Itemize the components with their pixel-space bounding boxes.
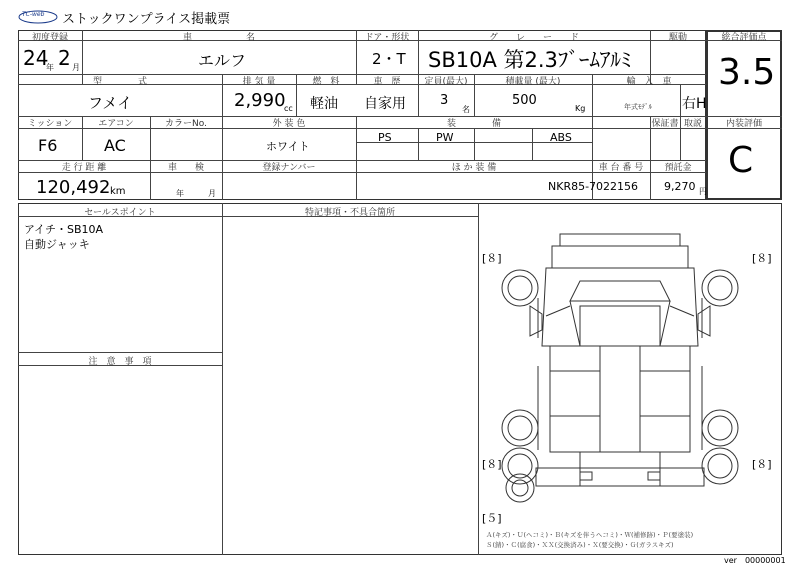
logo	[18, 9, 58, 23]
label-total-score: 総合評価点	[721, 33, 767, 43]
tire-label-bl: [８]	[482, 458, 502, 471]
first-reg-month: 2	[58, 46, 71, 70]
interior-score: C	[728, 140, 754, 181]
inspection-month-unit: 月	[208, 189, 216, 198]
first-reg-year: 24	[23, 46, 49, 70]
label-recycle: 預託金	[664, 163, 692, 173]
door-type: 2・T	[372, 50, 406, 68]
truck-outline-icon	[480, 206, 780, 552]
label-mileage: 走 行 距 離	[61, 163, 107, 173]
tire-label-tr: [８]	[752, 252, 772, 265]
label-capacity: 定員(最大)	[424, 77, 468, 87]
load-unit: Kg	[575, 104, 586, 113]
mileage-unit: km	[110, 186, 126, 197]
spare-tire-label: [５]	[482, 512, 502, 525]
legend-line-2: Ｓ(錆)・Ｃ(腐食)・ＸＸ(交換済み)・Ｘ(要交換)・Ｇ(ガラスキズ)	[486, 541, 674, 549]
displacement-unit: cc	[284, 104, 293, 113]
label-car-name: 車 名	[182, 33, 255, 43]
label-inspection: 車 検	[167, 163, 204, 173]
legend-line-1: Ａ(キズ)・Ｕ(ヘコミ)・Ｂ(キズを伴うヘコミ)・Ｗ(補修跡)・Ｐ(要塗装)	[486, 531, 694, 539]
label-manual: 取説	[683, 119, 702, 129]
label-model: 型 式	[92, 77, 147, 87]
equipment-ps: PS	[378, 131, 392, 144]
label-notes: 特記事項・不具合箇所	[304, 208, 395, 218]
sales-point-line-2: 自動ジャッキ	[24, 238, 90, 251]
label-grade: グ レ ー ド	[488, 33, 579, 43]
label-interior-score: 内装評価	[725, 119, 762, 129]
label-load: 積載量 (最大)	[505, 77, 561, 87]
year-model-label: 年式ﾓﾃﾞﾙ	[624, 103, 652, 111]
label-drive: 駆動	[668, 33, 687, 43]
tire-label-br: [８]	[752, 458, 772, 471]
sales-point-line-1: アイチ・SB10A	[24, 223, 104, 236]
load: 500	[512, 93, 537, 108]
capacity-unit: 名	[462, 105, 470, 114]
steering: 右H	[682, 96, 707, 112]
year-unit: 年	[46, 63, 54, 72]
page-title: ストックワンプライス掲載票	[62, 12, 231, 27]
history: 自家用	[364, 96, 406, 112]
vehicle-diagram	[480, 206, 780, 552]
chassis-no: NKR85-7022156	[548, 180, 639, 193]
recycle-unit: 円	[699, 187, 707, 196]
label-first-reg: 初度登録	[31, 33, 68, 43]
tire-label-tl: [８]	[482, 252, 502, 265]
car-name: エルフ	[198, 51, 247, 70]
label-history: 車 歴	[373, 77, 401, 87]
label-import: 輸 入 車	[626, 77, 672, 87]
label-sales-points: セールスポイント	[84, 208, 156, 218]
label-exterior-color: 外 装 色	[272, 119, 306, 129]
label-fuel: 燃 料	[312, 77, 340, 87]
label-caution: 注 意 事 項	[88, 357, 152, 367]
mileage: 120,492	[36, 177, 111, 198]
label-aircon: エアコン	[98, 119, 134, 129]
logo-text: TC-web	[22, 11, 45, 18]
label-plate: 登録ナンバー	[262, 163, 316, 173]
fuel: 軽油	[310, 96, 338, 112]
aircon: AC	[104, 136, 126, 155]
label-chassis-no: 車 台 番 号	[598, 163, 644, 173]
label-displacement: 排 気 量	[242, 77, 276, 87]
label-equipment: 装 備	[446, 119, 501, 129]
label-warranty: 保証書	[651, 119, 679, 129]
total-score: 3.5	[718, 52, 776, 93]
exterior-color: ホワイト	[266, 140, 310, 153]
month-unit: 月	[72, 63, 80, 72]
grade: SB10A 第2.3ﾌﾞｰﾑｱﾙﾐ	[428, 48, 632, 72]
equipment-pw: PW	[436, 131, 454, 144]
version-label: ver 00000001	[724, 556, 786, 565]
mission: F6	[38, 136, 58, 155]
recycle: 9,270	[664, 180, 696, 193]
inspection-year-unit: 年	[176, 189, 184, 198]
label-other-equipment: ほ か 装 備	[451, 163, 497, 173]
model: フメイ	[88, 94, 133, 112]
label-mission: ミッション	[27, 119, 73, 129]
capacity: 3	[440, 93, 449, 108]
label-door-type: ドア・形状	[364, 33, 410, 43]
displacement: 2,990	[234, 90, 286, 111]
label-color-no: カラーNo.	[165, 119, 207, 129]
equipment-abs: ABS	[550, 131, 572, 144]
